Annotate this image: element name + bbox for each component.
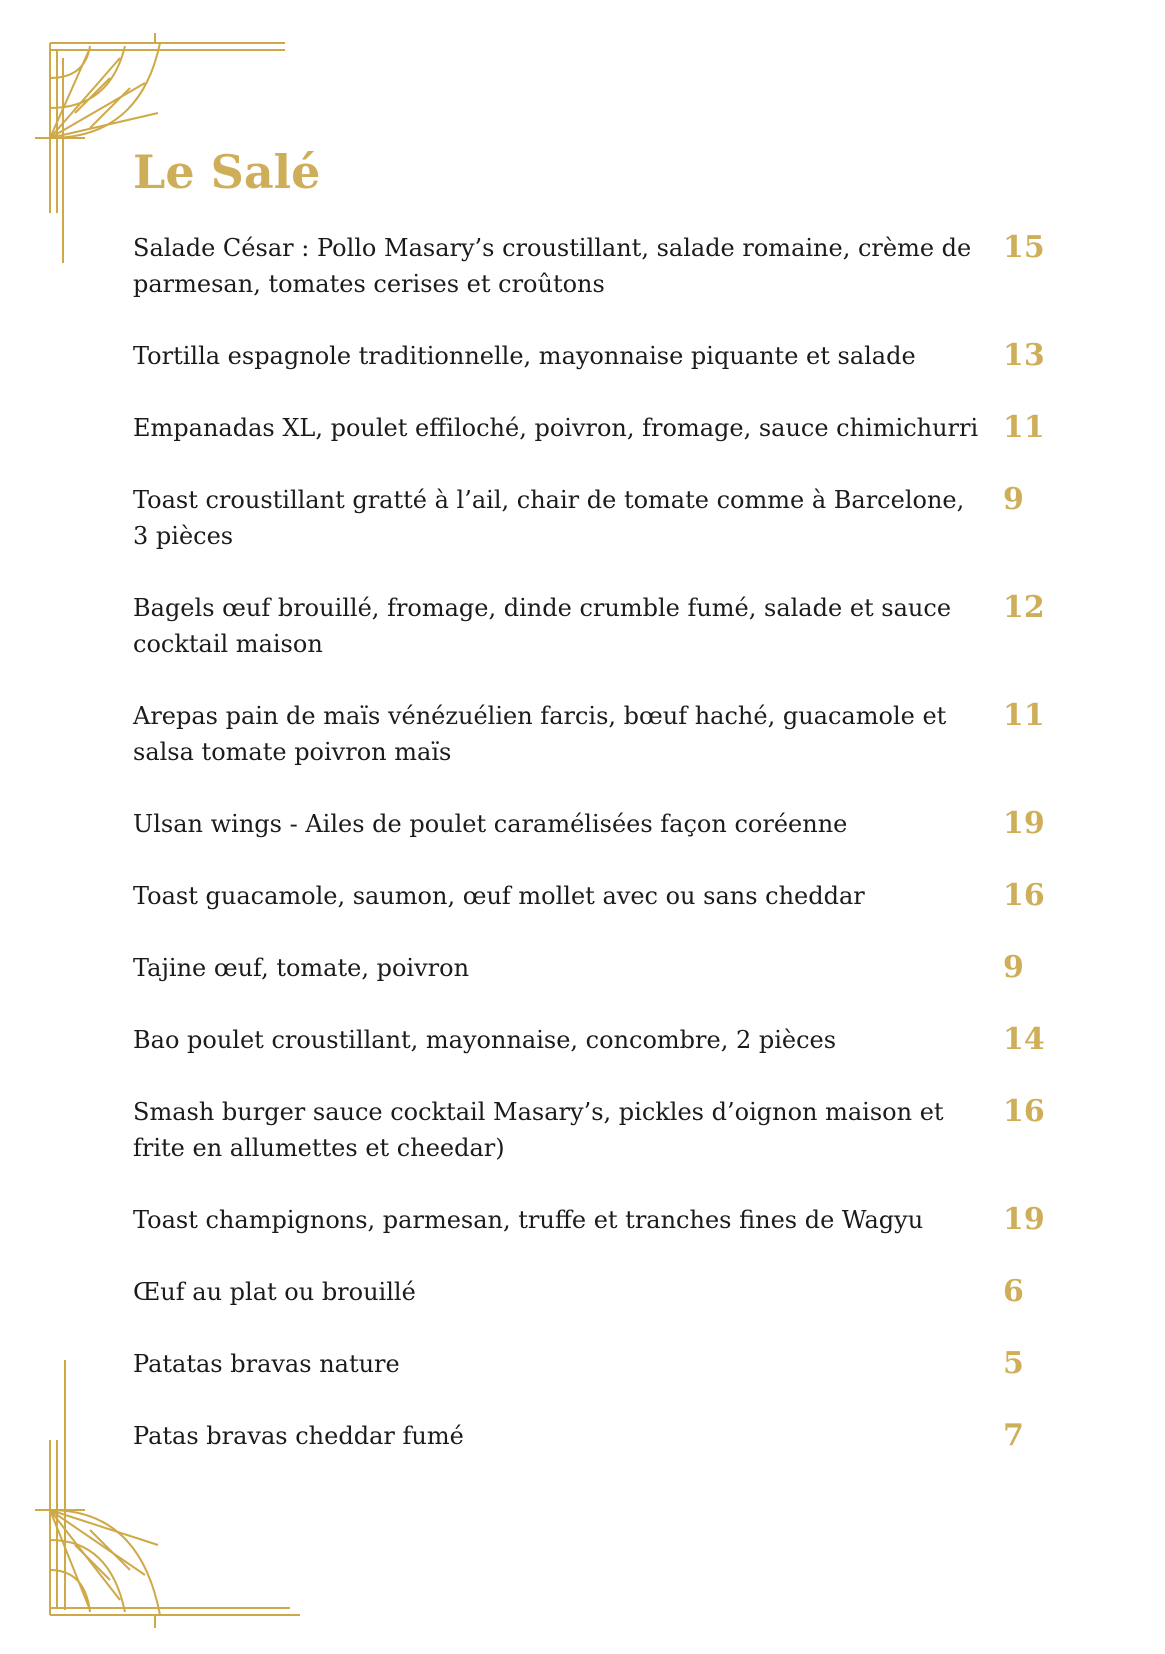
item-price: 14 [1003, 1022, 1045, 1057]
item-description: Œuf au plat ou brouillé [133, 1278, 416, 1306]
item-price: 16 [1003, 1094, 1045, 1129]
item-description: Patas bravas cheddar fumé [133, 1422, 464, 1450]
item-description: Ulsan wings - Ailes de poulet caramélisées façon coréenne [133, 810, 848, 838]
item-description: Smash burger sauce cocktail Masary’s, pickles d’oignon maison et frite en allumettes et cheedar) [133, 1098, 944, 1162]
menu-item [133, 482, 1063, 554]
item-price: 19 [1003, 806, 1045, 841]
item-price: 13 [1003, 338, 1045, 373]
item-price: 5 [1003, 1346, 1024, 1381]
menu-item [133, 1418, 1063, 1454]
item-price: 11 [1003, 410, 1045, 445]
item-description: Tortilla espagnole traditionnelle, mayonnaise piquante et salade [133, 342, 916, 370]
item-price: 12 [1003, 590, 1045, 625]
item-description: Arepas pain de maïs vénézuélien farcis, bœuf haché, guacamole et salsa tomate poivron maïs [133, 702, 947, 766]
item-description: Toast guacamole, saumon, œuf mollet avec ou sans cheddar [133, 882, 865, 910]
item-price: 9 [1003, 482, 1024, 517]
item-price: 19 [1003, 1202, 1045, 1237]
item-price: 7 [1003, 1418, 1024, 1453]
item-description: Salade César : Pollo Masary’s croustillant, salade romaine, crème de parmesan, tomates cerises et croûtons [133, 234, 972, 298]
item-description: Toast champignons, parmesan, truffe et tranches fines de Wagyu [133, 1206, 924, 1234]
menu-item [133, 1022, 1063, 1058]
menu-list [133, 230, 1063, 1454]
menu-item [133, 806, 1063, 842]
item-price: 6 [1003, 1274, 1024, 1309]
menu-item [133, 950, 1063, 986]
item-description: Bagels œuf brouillé, fromage, dinde crumble fumé, salade et sauce cocktail maison [133, 594, 952, 658]
menu-item [133, 590, 1063, 662]
menu-item [133, 410, 1063, 446]
menu-item [133, 230, 1063, 302]
item-price: 9 [1003, 950, 1024, 985]
menu-item [133, 1202, 1063, 1238]
menu-item [133, 878, 1063, 914]
item-description: Patatas bravas nature [133, 1350, 400, 1378]
item-price: 15 [1003, 230, 1045, 265]
menu-item [133, 338, 1063, 374]
item-description: Bao poulet croustillant, mayonnaise, concombre, 2 pièces [133, 1026, 837, 1054]
menu-item [133, 698, 1063, 770]
item-price: 11 [1003, 698, 1045, 733]
menu-item [133, 1274, 1063, 1310]
item-description: Empanadas XL, poulet effiloché, poivron, fromage, sauce chimichurri [133, 414, 979, 442]
item-description: Toast croustillant gratté à l’ail, chair de tomate comme à Barcelone, 3 pièces [133, 486, 965, 550]
menu-item [133, 1094, 1063, 1166]
item-description: Tajine œuf, tomate, poivron [133, 954, 470, 982]
menu-item [133, 1346, 1063, 1382]
item-price: 16 [1003, 878, 1045, 913]
page-title: Le Salé [133, 145, 321, 199]
